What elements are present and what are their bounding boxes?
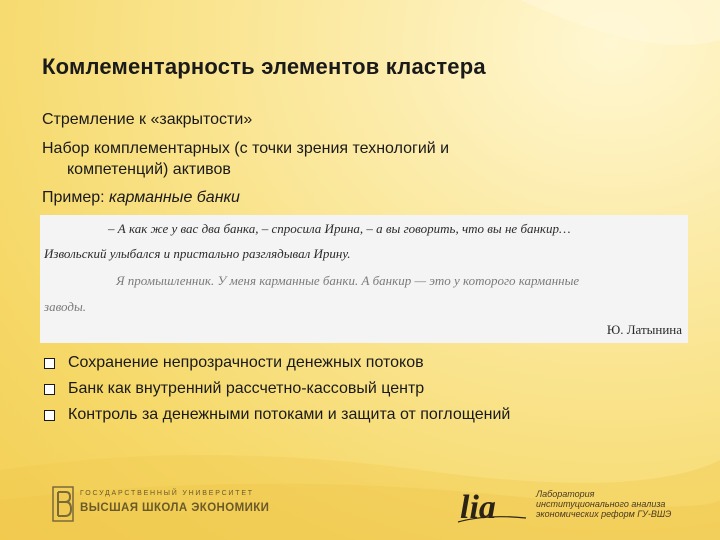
university-name-top: ГОСУДАРСТВЕННЫЙ УНИВЕРСИТЕТ	[80, 490, 254, 497]
lab-caption-line: экономических реформ ГУ-ВШЭ	[536, 509, 672, 519]
list-item-label: Контроль за денежными потоками и защита от поглощений	[68, 406, 511, 423]
list-item	[44, 350, 510, 376]
hse-logo	[52, 486, 270, 527]
quote-line: Извольский улыбался и пристально разглядывал Ирину.	[44, 246, 351, 261]
list-item-label: Сохранение непрозрачности денежных потоков	[68, 354, 424, 371]
checkbox-bullet-icon	[44, 410, 55, 421]
quote-author: Ю. Латынина	[606, 322, 682, 337]
hse-emblem-icon	[52, 486, 74, 522]
text-line-closedness: Стремление к «закрытости»	[42, 111, 253, 128]
quote-line: заводы.	[44, 299, 87, 314]
lab-caption-line: институционального анализа	[536, 499, 666, 509]
quote-line: – А как же у вас два банка, – спросила Ирина, – а вы говорить, что вы не банкир…	[108, 221, 571, 236]
lia-logo-icon	[456, 484, 532, 526]
checkbox-bullet-icon	[44, 358, 55, 369]
text-line-assets: Набор комплементарных (с точки зрения технологий и	[42, 140, 450, 157]
lab-caption	[536, 489, 671, 519]
university-name: ВЫСШАЯ ШКОЛА ЭКОНОМИКИ	[80, 502, 270, 514]
page-title: Комлементарность элементов кластера	[42, 54, 486, 79]
list-item	[44, 402, 510, 428]
bullet-list	[44, 350, 510, 428]
list-item	[44, 376, 510, 402]
example-label: Пример:	[42, 189, 105, 206]
list-item-label: Банк как внутренний рассчетно-кассовый центр	[68, 380, 425, 397]
text-line-assets-continued: компетенций) активов	[67, 161, 231, 178]
lab-caption-line: Лаборатория	[536, 489, 595, 499]
svg-text:lia: lia	[460, 489, 496, 526]
quote-box	[40, 215, 688, 343]
example-line	[42, 188, 240, 208]
example-value: карманные банки	[109, 189, 240, 206]
checkbox-bullet-icon	[44, 384, 55, 395]
quote-line: Я промышленник. У меня карманные банки. А банкир — это у которого карманные	[116, 273, 580, 288]
